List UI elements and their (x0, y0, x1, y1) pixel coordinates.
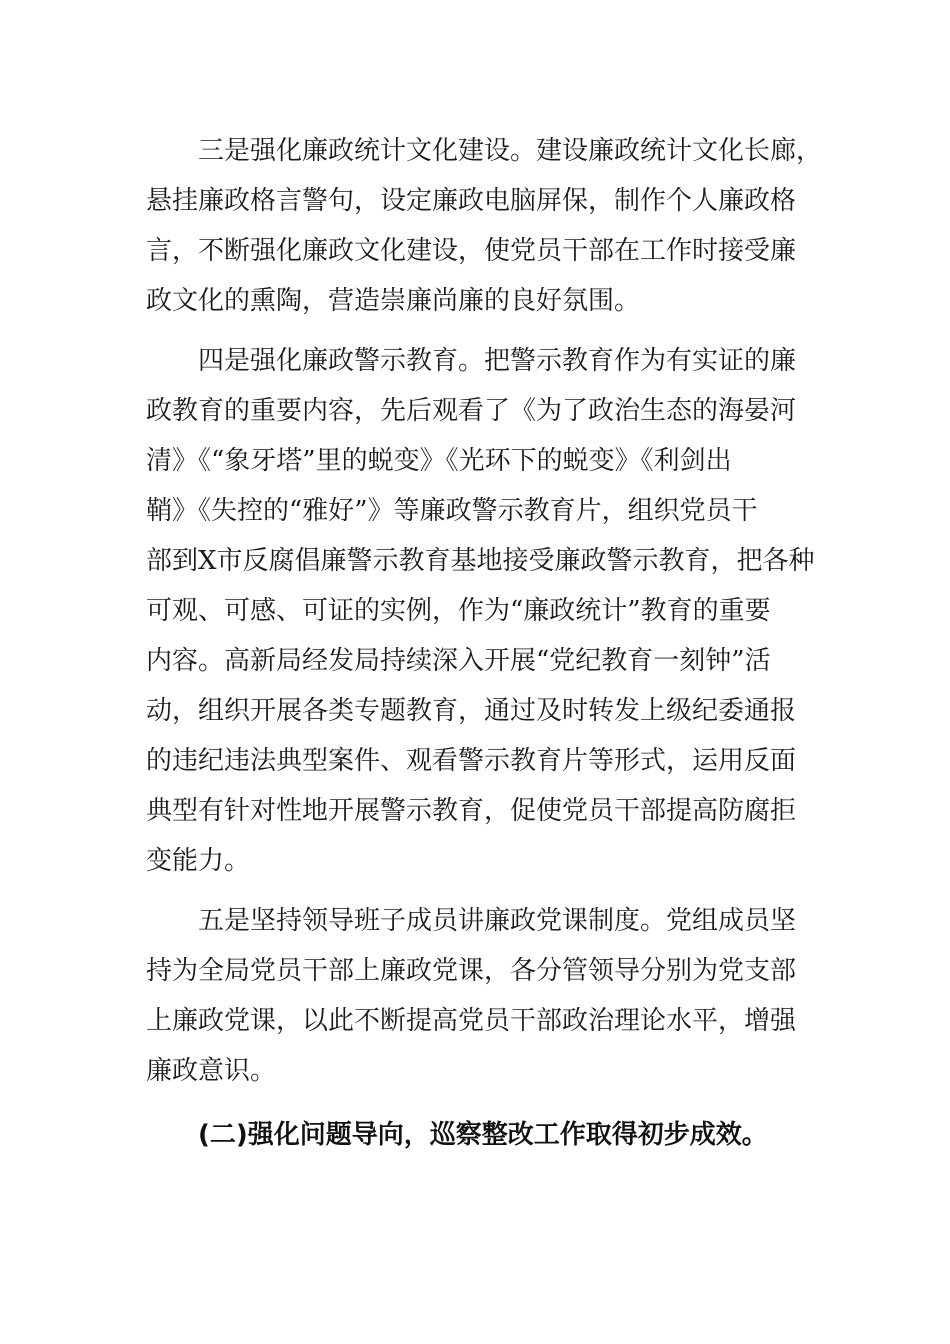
paragraph-line: 部到X市反腐倡廉警示教育基地接受廉政警示教育，把各种 (146, 546, 815, 576)
paragraph-line: 的违纪违法典型案件、观看警示教育片等形式，运用反面 (146, 746, 797, 776)
paragraph-line: 上廉政党课，以此不断提高党员干部政治理论水平，增强 (146, 1006, 797, 1036)
paragraph-party-lecture (146, 896, 806, 1096)
paragraph-warning-education (146, 336, 815, 886)
paragraph-line: 内容。高新局经发局持续深入开展“党纪教育一刻钟”活 (146, 646, 771, 676)
paragraph-line: 变能力。 (146, 846, 251, 876)
paragraph-line: 清》《“象牙塔”里的蜕变》《光环下的蜕变》《利剑出 (146, 446, 732, 476)
paragraph-line: 动，组织开展各类专题教育，通过及时转发上级纪委通报 (146, 696, 797, 726)
paragraph-line: 五是坚持领导班子成员讲廉政党课制度。党组成员坚 (198, 906, 797, 936)
paragraph-line: 政文化的熏陶，营造崇廉尚廉的良好氛围。 (146, 286, 641, 316)
paragraph-line: 廉政意识。 (146, 1056, 277, 1086)
paragraph-line: 政教育的重要内容，先后观看了《为了政治生态的海晏河 (146, 396, 797, 426)
section-heading: (二)强化问题导向，巡察整改工作取得初步成效。 (198, 1120, 768, 1150)
paragraph-line: 四是强化廉政警示教育。把警示教育作为有实证的廉 (198, 346, 797, 376)
paragraph-line: 悬挂廉政格言警句，设定廉政电脑屏保，制作个人廉政格 (146, 186, 797, 216)
paragraph-line: 持为全局党员干部上廉政党课，各分管领导分别为党支部 (146, 956, 797, 986)
paragraph-line: 可观、可感、可证的实例，作为“廉政统计”教育的重要 (146, 596, 771, 626)
paragraph-line: 典型有针对性地开展警示教育，促使党员干部提高防腐拒 (146, 796, 797, 826)
paragraph-line: 鞘》《失控的“雅好”》等廉政警示教育片，组织党员干 (146, 496, 758, 526)
paragraph-culture-building (146, 126, 823, 326)
paragraph-line: 三是强化廉政统计文化建设。建设廉政统计文化长廊， (198, 136, 823, 166)
paragraph-line: 言，不断强化廉政文化建设，使党员干部在工作时接受廉 (146, 236, 797, 266)
